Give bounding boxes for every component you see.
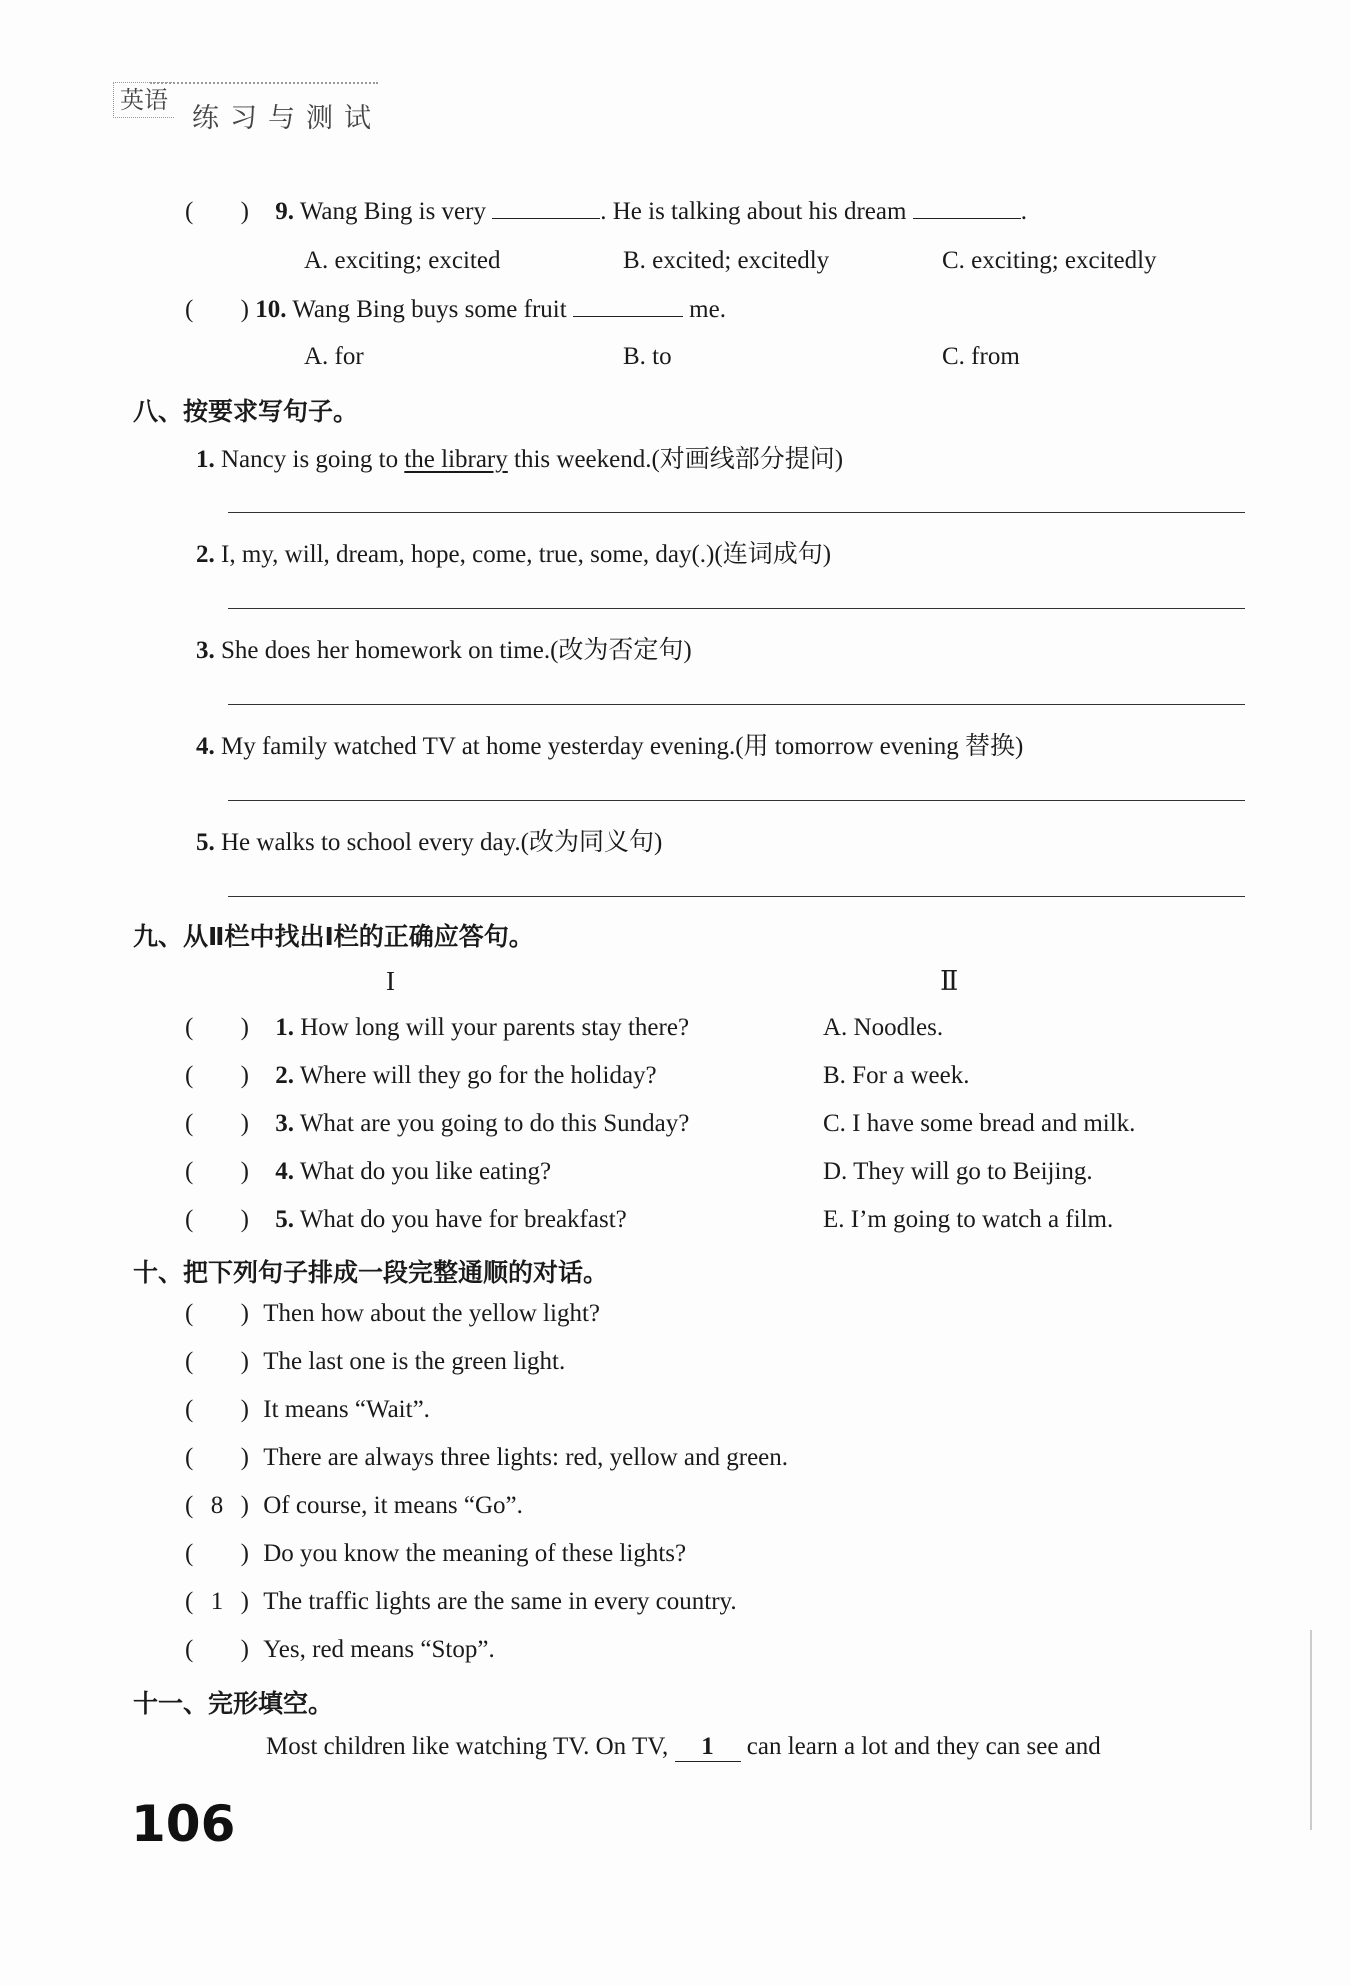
question-text: . He is talking about his dream bbox=[600, 198, 907, 225]
item-text: My family watched TV at home yesterday evening.(用 tomorrow evening 替换) bbox=[221, 733, 1024, 760]
answer-paren[interactable]: ( ) bbox=[185, 198, 249, 225]
sentence-text: Yes, red means “Stop”. bbox=[263, 1636, 495, 1663]
answer-paren[interactable]: ( ) bbox=[185, 1396, 249, 1423]
option-a[interactable]: A. exciting; excited bbox=[304, 247, 501, 274]
order-item bbox=[185, 1300, 600, 1328]
match-item-5 bbox=[185, 1206, 627, 1234]
rewrite-item-1 bbox=[196, 439, 843, 475]
sentence-text: Then how about the yellow light? bbox=[263, 1300, 600, 1327]
order-item bbox=[185, 1396, 430, 1424]
passage-text: can learn a lot and they can see and bbox=[746, 1733, 1101, 1760]
sentence-text: Of course, it means “Go”. bbox=[263, 1492, 523, 1519]
passage-text: Most children like watching TV. On TV, bbox=[266, 1733, 669, 1760]
blank[interactable] bbox=[573, 316, 683, 317]
answer-paren[interactable]: ( ) bbox=[185, 1300, 249, 1327]
match-answer-e: E. I’m going to watch a film. bbox=[823, 1206, 1114, 1233]
item-text: Nancy is going to bbox=[221, 446, 399, 473]
answer-line[interactable] bbox=[228, 512, 1245, 513]
item-number: 2. bbox=[275, 1062, 294, 1089]
order-item bbox=[185, 1444, 788, 1472]
option-c[interactable]: C. exciting; excitedly bbox=[942, 247, 1157, 274]
answer-paren[interactable]: ( ) bbox=[185, 1636, 249, 1663]
item-text: this weekend.(对画线部分提问) bbox=[514, 446, 844, 473]
section-11-title: 十一、完形填空。 bbox=[133, 1689, 334, 1718]
answer-paren[interactable]: ( ) bbox=[185, 1206, 249, 1233]
answer-paren[interactable]: ( ) bbox=[185, 296, 249, 323]
question-number: 10. bbox=[255, 296, 287, 323]
question-text: How long will your parents stay there? bbox=[300, 1014, 690, 1041]
sentence-text: Do you know the meaning of these lights? bbox=[263, 1540, 687, 1567]
item-text: She does her homework on time.(改为否定句) bbox=[221, 637, 692, 664]
match-answer-a: A. Noodles. bbox=[823, 1014, 944, 1041]
match-item-4 bbox=[185, 1158, 551, 1186]
column-1-label: I bbox=[386, 966, 395, 996]
blank[interactable] bbox=[492, 218, 600, 219]
book-title: 练习与测试 bbox=[192, 103, 382, 134]
question-text: What do you have for breakfast? bbox=[299, 1206, 627, 1233]
rewrite-item-4 bbox=[196, 726, 1023, 762]
answer-paren[interactable]: ( ) bbox=[185, 1444, 249, 1471]
question-text: What do you like eating? bbox=[299, 1158, 552, 1185]
header-divider bbox=[150, 82, 378, 84]
item-number: 5. bbox=[275, 1206, 294, 1233]
answer-paren[interactable]: ( ) bbox=[185, 1014, 249, 1041]
answer-paren[interactable]: ( 8 ) bbox=[185, 1492, 249, 1519]
cloze-passage bbox=[266, 1733, 1101, 1762]
section-8-title: 八、按要求写句子。 bbox=[133, 397, 359, 426]
item-number: 3. bbox=[196, 637, 215, 664]
answer-paren[interactable]: ( 1 ) bbox=[185, 1588, 249, 1615]
match-answer-c: C. I have some bread and milk. bbox=[823, 1110, 1136, 1137]
sentence-text: The last one is the green light. bbox=[263, 1348, 566, 1375]
answer-paren[interactable]: ( ) bbox=[185, 1110, 249, 1137]
item-number: 1. bbox=[275, 1014, 294, 1041]
page-edge-shadow bbox=[1310, 1630, 1312, 1830]
answer-line[interactable] bbox=[228, 704, 1245, 705]
match-answer-d: D. They will go to Beijing. bbox=[823, 1158, 1093, 1185]
answer-paren[interactable]: ( ) bbox=[185, 1348, 249, 1375]
question-text: Where will they go for the holiday? bbox=[299, 1062, 657, 1089]
subject-label: 英语 bbox=[113, 82, 174, 118]
order-item bbox=[185, 1492, 523, 1520]
question-text: . bbox=[1020, 198, 1027, 225]
sentence-text: The traffic lights are the same in every country. bbox=[263, 1588, 737, 1615]
answer-line[interactable] bbox=[228, 800, 1245, 801]
question-10 bbox=[185, 296, 726, 324]
underlined-phrase: the library bbox=[404, 446, 508, 473]
question-9 bbox=[185, 198, 1027, 226]
sentence-text: It means “Wait”. bbox=[263, 1396, 430, 1423]
item-number: 3. bbox=[275, 1110, 294, 1137]
item-number: 4. bbox=[196, 733, 215, 760]
answer-paren[interactable]: ( ) bbox=[185, 1540, 249, 1567]
option-b[interactable]: B. to bbox=[623, 343, 672, 370]
answer-paren[interactable]: ( ) bbox=[185, 1062, 249, 1089]
option-a[interactable]: A. for bbox=[304, 343, 364, 370]
item-number: 1. bbox=[196, 446, 215, 473]
match-item-2 bbox=[185, 1062, 657, 1090]
order-item bbox=[185, 1540, 686, 1568]
question-number: 9. bbox=[275, 198, 294, 225]
question-text: Wang Bing buys some fruit bbox=[292, 296, 567, 323]
column-2-label: Ⅱ bbox=[940, 966, 959, 996]
option-c[interactable]: C. from bbox=[942, 343, 1020, 370]
order-item bbox=[185, 1588, 737, 1616]
order-item bbox=[185, 1348, 565, 1376]
answer-paren[interactable]: ( ) bbox=[185, 1158, 249, 1185]
match-item-3 bbox=[185, 1110, 689, 1138]
item-text: I, my, will, dream, hope, come, true, some, day(.)(连词成句) bbox=[221, 541, 832, 568]
item-text: He walks to school every day.(改为同义句) bbox=[221, 829, 663, 856]
option-b[interactable]: B. excited; excitedly bbox=[623, 247, 830, 274]
rewrite-item-3 bbox=[196, 630, 692, 666]
section-10-title: 十、把下列句子排成一段完整通顺的对话。 bbox=[133, 1258, 609, 1287]
blank[interactable] bbox=[913, 218, 1021, 219]
item-number: 4. bbox=[275, 1158, 294, 1185]
rewrite-item-5 bbox=[196, 822, 662, 858]
section-9-title: 九、从Ⅱ栏中找出Ⅰ栏的正确应答句。 bbox=[133, 922, 534, 951]
page-number: 106 bbox=[131, 1795, 236, 1853]
match-answer-b: B. For a week. bbox=[823, 1062, 970, 1089]
answer-line[interactable] bbox=[228, 896, 1245, 897]
order-item bbox=[185, 1636, 495, 1664]
item-number: 5. bbox=[196, 829, 215, 856]
cloze-blank-1[interactable]: 1 bbox=[675, 1733, 741, 1762]
question-text: me. bbox=[689, 296, 726, 323]
rewrite-item-2 bbox=[196, 534, 831, 570]
answer-line[interactable] bbox=[228, 608, 1245, 609]
item-number: 2. bbox=[196, 541, 215, 568]
question-text: What are you going to do this Sunday? bbox=[299, 1110, 690, 1137]
match-item-1 bbox=[185, 1014, 689, 1042]
question-text: Wang Bing is very bbox=[299, 198, 486, 225]
sentence-text: There are always three lights: red, yellow and green. bbox=[263, 1444, 789, 1471]
